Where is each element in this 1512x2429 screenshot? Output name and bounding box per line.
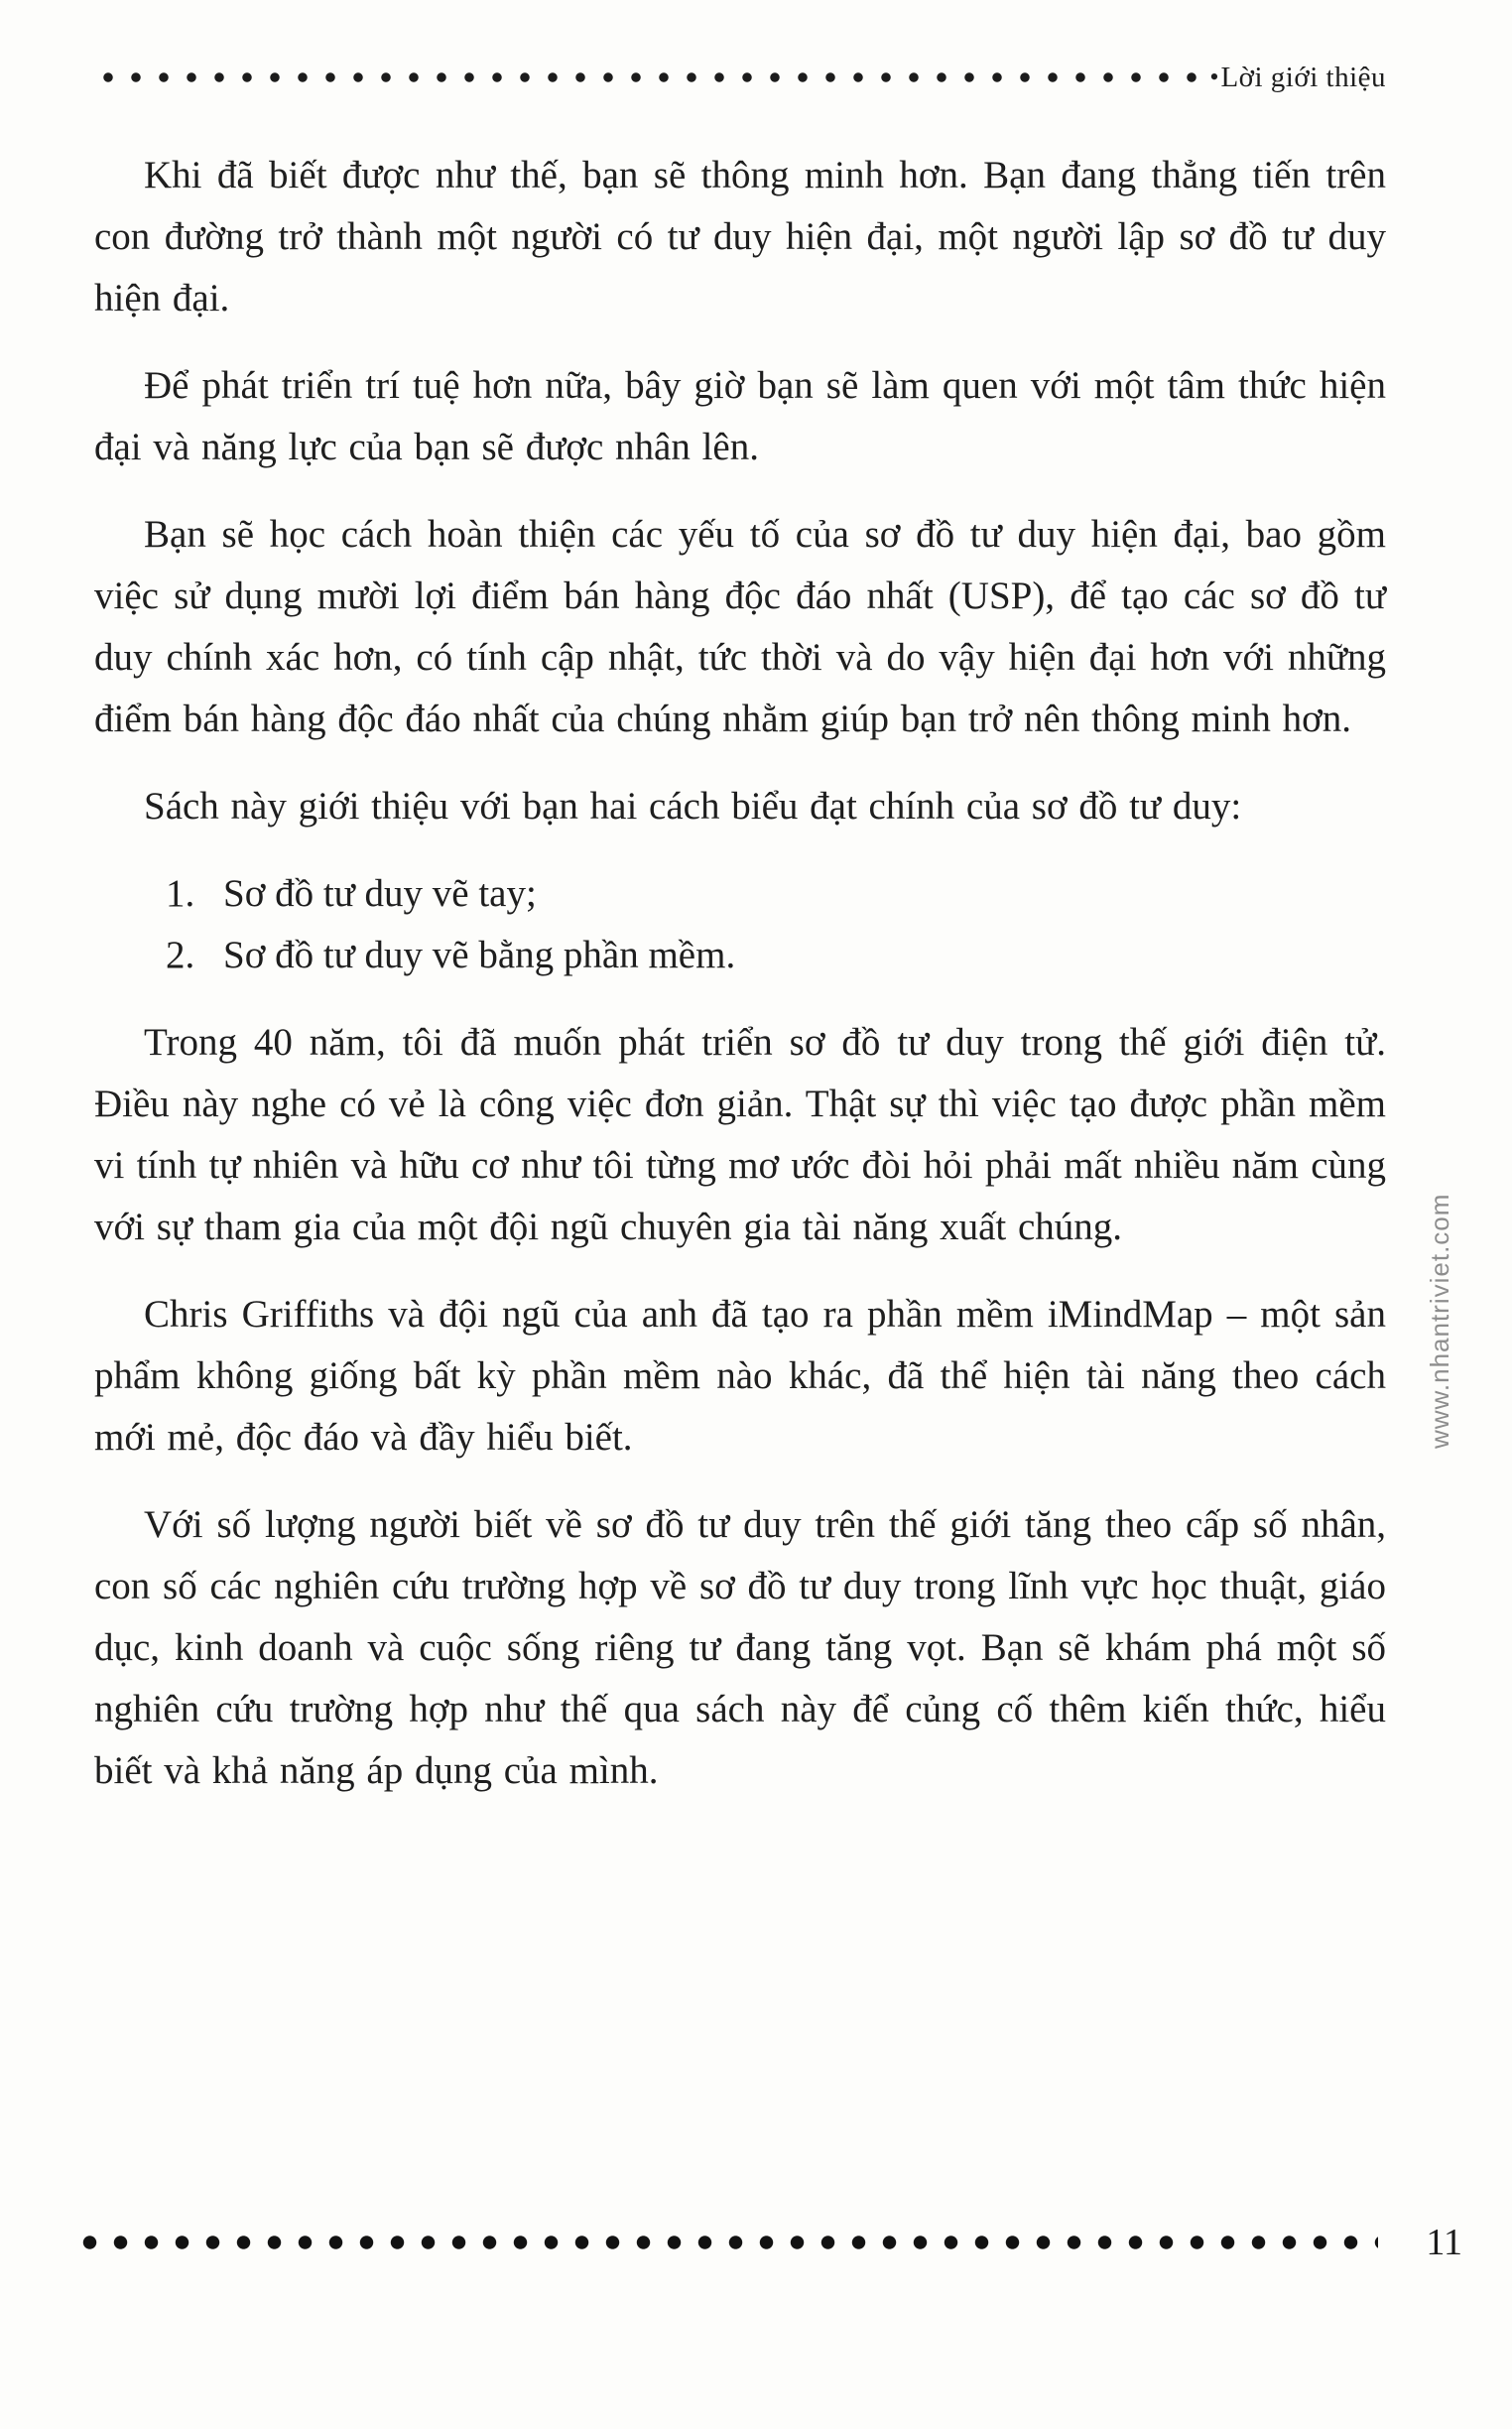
paragraph: Sách này giới thiệu với bạn hai cách biểu đạt chính của sơ đồ tư duy: <box>144 785 1242 828</box>
list-item <box>166 925 1386 986</box>
chapter-title: Lời giới thiệu <box>1220 61 1386 93</box>
header-bullet-icon: • <box>1209 63 1219 91</box>
list-item-number: 2. <box>166 934 195 976</box>
paragraph: Trong 40 năm, tôi đã muốn phát triển sơ đồ tư duy trong thế giới điện tử. Điều này nghe có vẻ là công việc đơn giản. Thật sự thì việc tạo được phần mềm vi tính tự nhiên và hữu cơ như tôi từng mơ ước đòi hỏi phải mất nhiều năm cùng với sự tham gia của một đội ngũ chuyên gia tài năng xuất chúng. <box>94 1021 1386 1248</box>
page-footer <box>74 2215 1462 2270</box>
ordered-list <box>94 863 1386 986</box>
page-header <box>94 58 1386 97</box>
list-item-number: 1. <box>166 872 195 915</box>
list-item-text: Sơ đồ tư duy vẽ bằng phần mềm. <box>223 934 736 976</box>
publisher-watermark: www.nhantriviet.com <box>1425 1193 1454 1449</box>
paragraph: Chris Griffiths và đội ngũ của anh đã tạo ra phần mềm iMindMap – một sản phẩm không giống bất kỳ phần mềm nào khác, đã thể hiện tài năng theo cách mới mẻ, độc đáo và đầy hiểu biết. <box>94 1293 1386 1459</box>
list-item <box>166 863 1386 925</box>
paragraph: Bạn sẽ học cách hoàn thiện các yếu tố của sơ đồ tư duy hiện đại, bao gồm việc sử dụng mười lợi điểm bán hàng độc đáo nhất (USP), để tạo các sơ đồ tư duy chính xác hơn, có tính cập nhật, tức thời và do vậy hiện đại hơn với những điểm bán hàng độc đáo nhất của chúng nhằm giúp bạn trở nên thông minh hơn. <box>94 513 1386 740</box>
list-item-text: Sơ đồ tư duy vẽ tay; <box>223 872 537 915</box>
page-content <box>94 58 1386 1828</box>
paragraph: Khi đã biết được như thế, bạn sẽ thông minh hơn. Bạn đang thẳng tiến trên con đường trở thành một người có tư duy hiện đại, một người lập sơ đồ tư duy hiện đại. <box>94 154 1386 320</box>
paragraph: Để phát triển trí tuệ hơn nữa, bây giờ bạn sẽ làm quen với một tâm thức hiện đại và năng lực của bạn sẽ được nhân lên. <box>94 364 1386 468</box>
page-number: 11 <box>1426 2222 1462 2263</box>
header-dotted-line <box>94 71 1205 83</box>
footer-dotted-line <box>74 2235 1378 2250</box>
paragraph: Với số lượng người biết về sơ đồ tư duy trên thế giới tăng theo cấp số nhân, con số các nghiên cứu trường hợp về sơ đồ tư duy trong lĩnh vực học thuật, giáo dục, kinh doanh và cuộc sống riêng tư đang tăng vọt. Bạn sẽ khám phá một số nghiên cứu trường hợp như thế qua sách này để củng cố thêm kiến thức, hiểu biết và khả năng áp dụng của mình. <box>94 1503 1386 1792</box>
